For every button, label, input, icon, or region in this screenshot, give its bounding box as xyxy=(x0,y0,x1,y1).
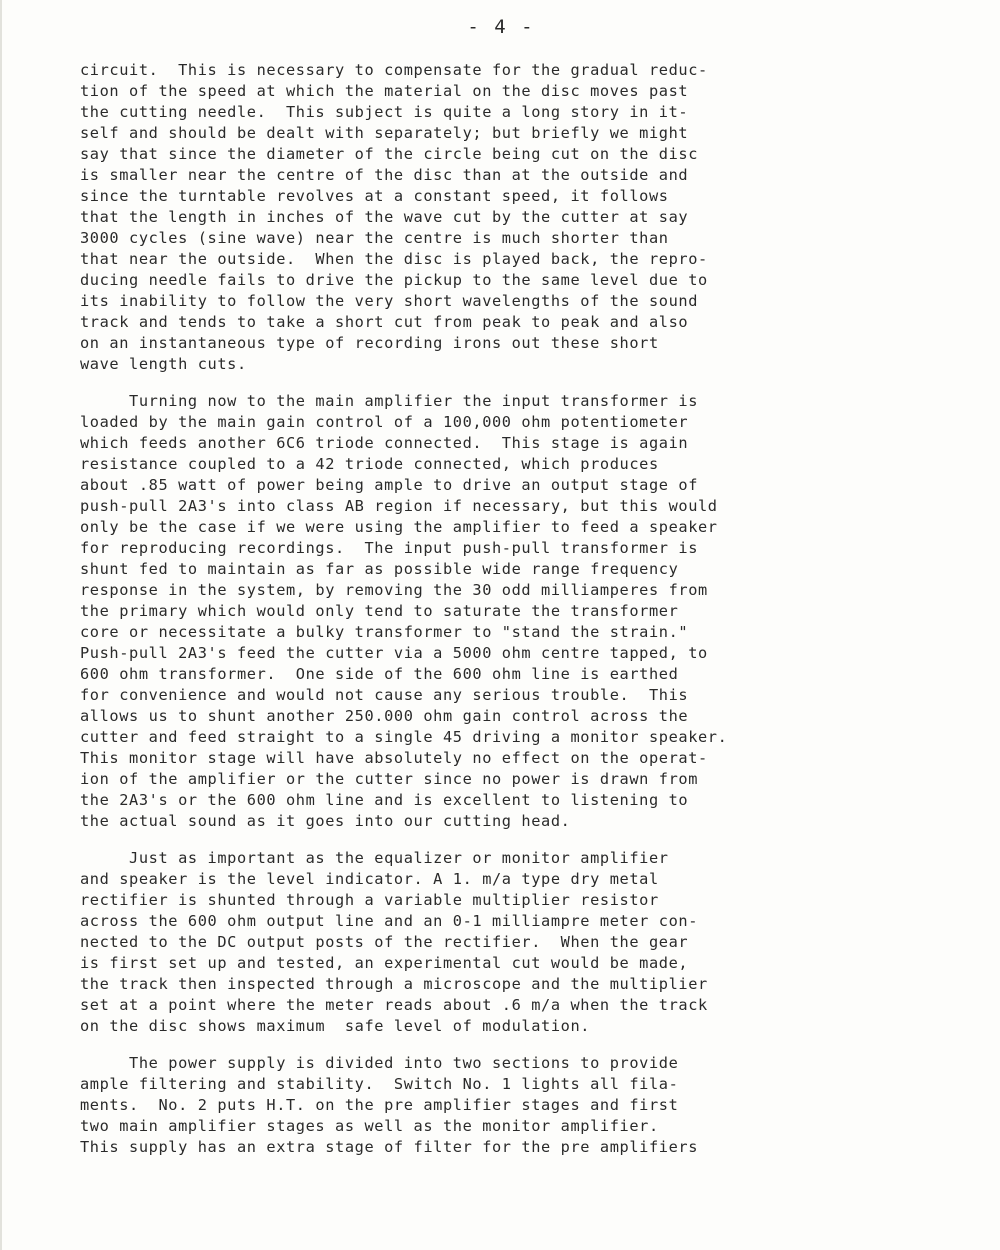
text-line: loaded by the main gain control of a 100,000 ohm potentiometer xyxy=(80,413,689,431)
text-line: is first set up and tested, an experimental cut would be made, xyxy=(80,954,689,972)
text-line: track and tends to take a short cut from peak to peak and also xyxy=(80,313,689,331)
text-line: since the turntable revolves at a constant speed, it follows xyxy=(80,187,669,205)
text-line: which feeds another 6C6 triode connected. This stage is again xyxy=(80,434,689,452)
text-line: 600 ohm transformer. One side of the 600 ohm line is earthed xyxy=(80,665,679,683)
text-line: This supply has an extra stage of filter for the pre amplifiers xyxy=(80,1138,698,1156)
text-line: two main amplifier stages as well as the monitor amplifier. xyxy=(80,1117,659,1135)
text-line: 3000 cycles (sine wave) near the centre is much shorter than xyxy=(80,229,669,247)
text-line: only be the case if we were using the amplifier to feed a speaker xyxy=(80,518,718,536)
text-line: the actual sound as it goes into our cutting head. xyxy=(80,812,571,830)
paragraph xyxy=(80,1053,950,1158)
text-line: self and should be dealt with separately; but briefly we might xyxy=(80,124,689,142)
text-line: push-pull 2A3's into class AB region if necessary, but this would xyxy=(80,497,718,515)
text-line: Turning now to the main amplifier the input transformer is xyxy=(80,392,698,410)
text-line: on an instantaneous type of recording irons out these short xyxy=(80,334,659,352)
paragraph xyxy=(80,848,950,1037)
body-text xyxy=(80,60,950,1158)
text-line: cutter and feed straight to a single 45 driving a monitor speaker. xyxy=(80,728,728,746)
text-line: Just as important as the equalizer or monitor amplifier xyxy=(80,849,669,867)
text-line: for convenience and would not cause any serious trouble. This xyxy=(80,686,689,704)
text-line: This monitor stage will have absolutely no effect on the operat- xyxy=(80,749,708,767)
text-line: is smaller near the centre of the disc than at the outside and xyxy=(80,166,689,184)
text-line: the cutting needle. This subject is quite a long story in it- xyxy=(80,103,689,121)
text-line: across the 600 ohm output line and an 0-1 milliampre meter con- xyxy=(80,912,698,930)
text-line: that near the outside. When the disc is played back, the repro- xyxy=(80,250,708,268)
text-line: ample filtering and stability. Switch No. 1 lights all fila- xyxy=(80,1075,679,1093)
text-line: that the length in inches of the wave cut by the cutter at say xyxy=(80,208,689,226)
text-line: ments. No. 2 puts H.T. on the pre amplifier stages and first xyxy=(80,1096,679,1114)
text-line: shunt fed to maintain as far as possible wide range frequency xyxy=(80,560,679,578)
text-line: its inability to follow the very short wavelengths of the sound xyxy=(80,292,698,310)
text-line: allows us to shunt another 250.000 ohm gain control across the xyxy=(80,707,689,725)
text-line: about .85 watt of power being ample to drive an output stage of xyxy=(80,476,698,494)
text-line: response in the system, by removing the 30 odd milliamperes from xyxy=(80,581,708,599)
text-line: The power supply is divided into two sections to provide xyxy=(80,1054,679,1072)
text-line: the 2A3's or the 600 ohm line and is excellent to listening to xyxy=(80,791,689,809)
paragraph xyxy=(80,391,950,832)
text-line: circuit. This is necessary to compensate for the gradual reduc- xyxy=(80,61,708,79)
text-line: core or necessitate a bulky transformer to "stand the strain." xyxy=(80,623,689,641)
text-line: rectifier is shunted through a variable multiplier resistor xyxy=(80,891,659,909)
page-number: - 4 - xyxy=(467,16,535,38)
text-line: for reproducing recordings. The input push-pull transformer is xyxy=(80,539,698,557)
text-line: resistance coupled to a 42 triode connected, which produces xyxy=(80,455,659,473)
text-line: wave length cuts. xyxy=(80,355,247,373)
paragraph xyxy=(80,60,950,375)
text-line: Push-pull 2A3's feed the cutter via a 5000 ohm centre tapped, to xyxy=(80,644,708,662)
text-line: and speaker is the level indicator. A 1. m/a type dry metal xyxy=(80,870,659,888)
text-line: the track then inspected through a microscope and the multiplier xyxy=(80,975,708,993)
text-line: the primary which would only tend to saturate the transformer xyxy=(80,602,679,620)
text-line: nected to the DC output posts of the rectifier. When the gear xyxy=(80,933,689,951)
text-line: say that since the diameter of the circle being cut on the disc xyxy=(80,145,698,163)
text-line: ion of the amplifier or the cutter since no power is drawn from xyxy=(80,770,698,788)
text-line: ducing needle fails to drive the pickup to the same level due to xyxy=(80,271,708,289)
text-line: set at a point where the meter reads about .6 m/a when the track xyxy=(80,996,708,1014)
text-line: on the disc shows maximum safe level of modulation. xyxy=(80,1017,591,1035)
text-line: tion of the speed at which the material on the disc moves past xyxy=(80,82,689,100)
